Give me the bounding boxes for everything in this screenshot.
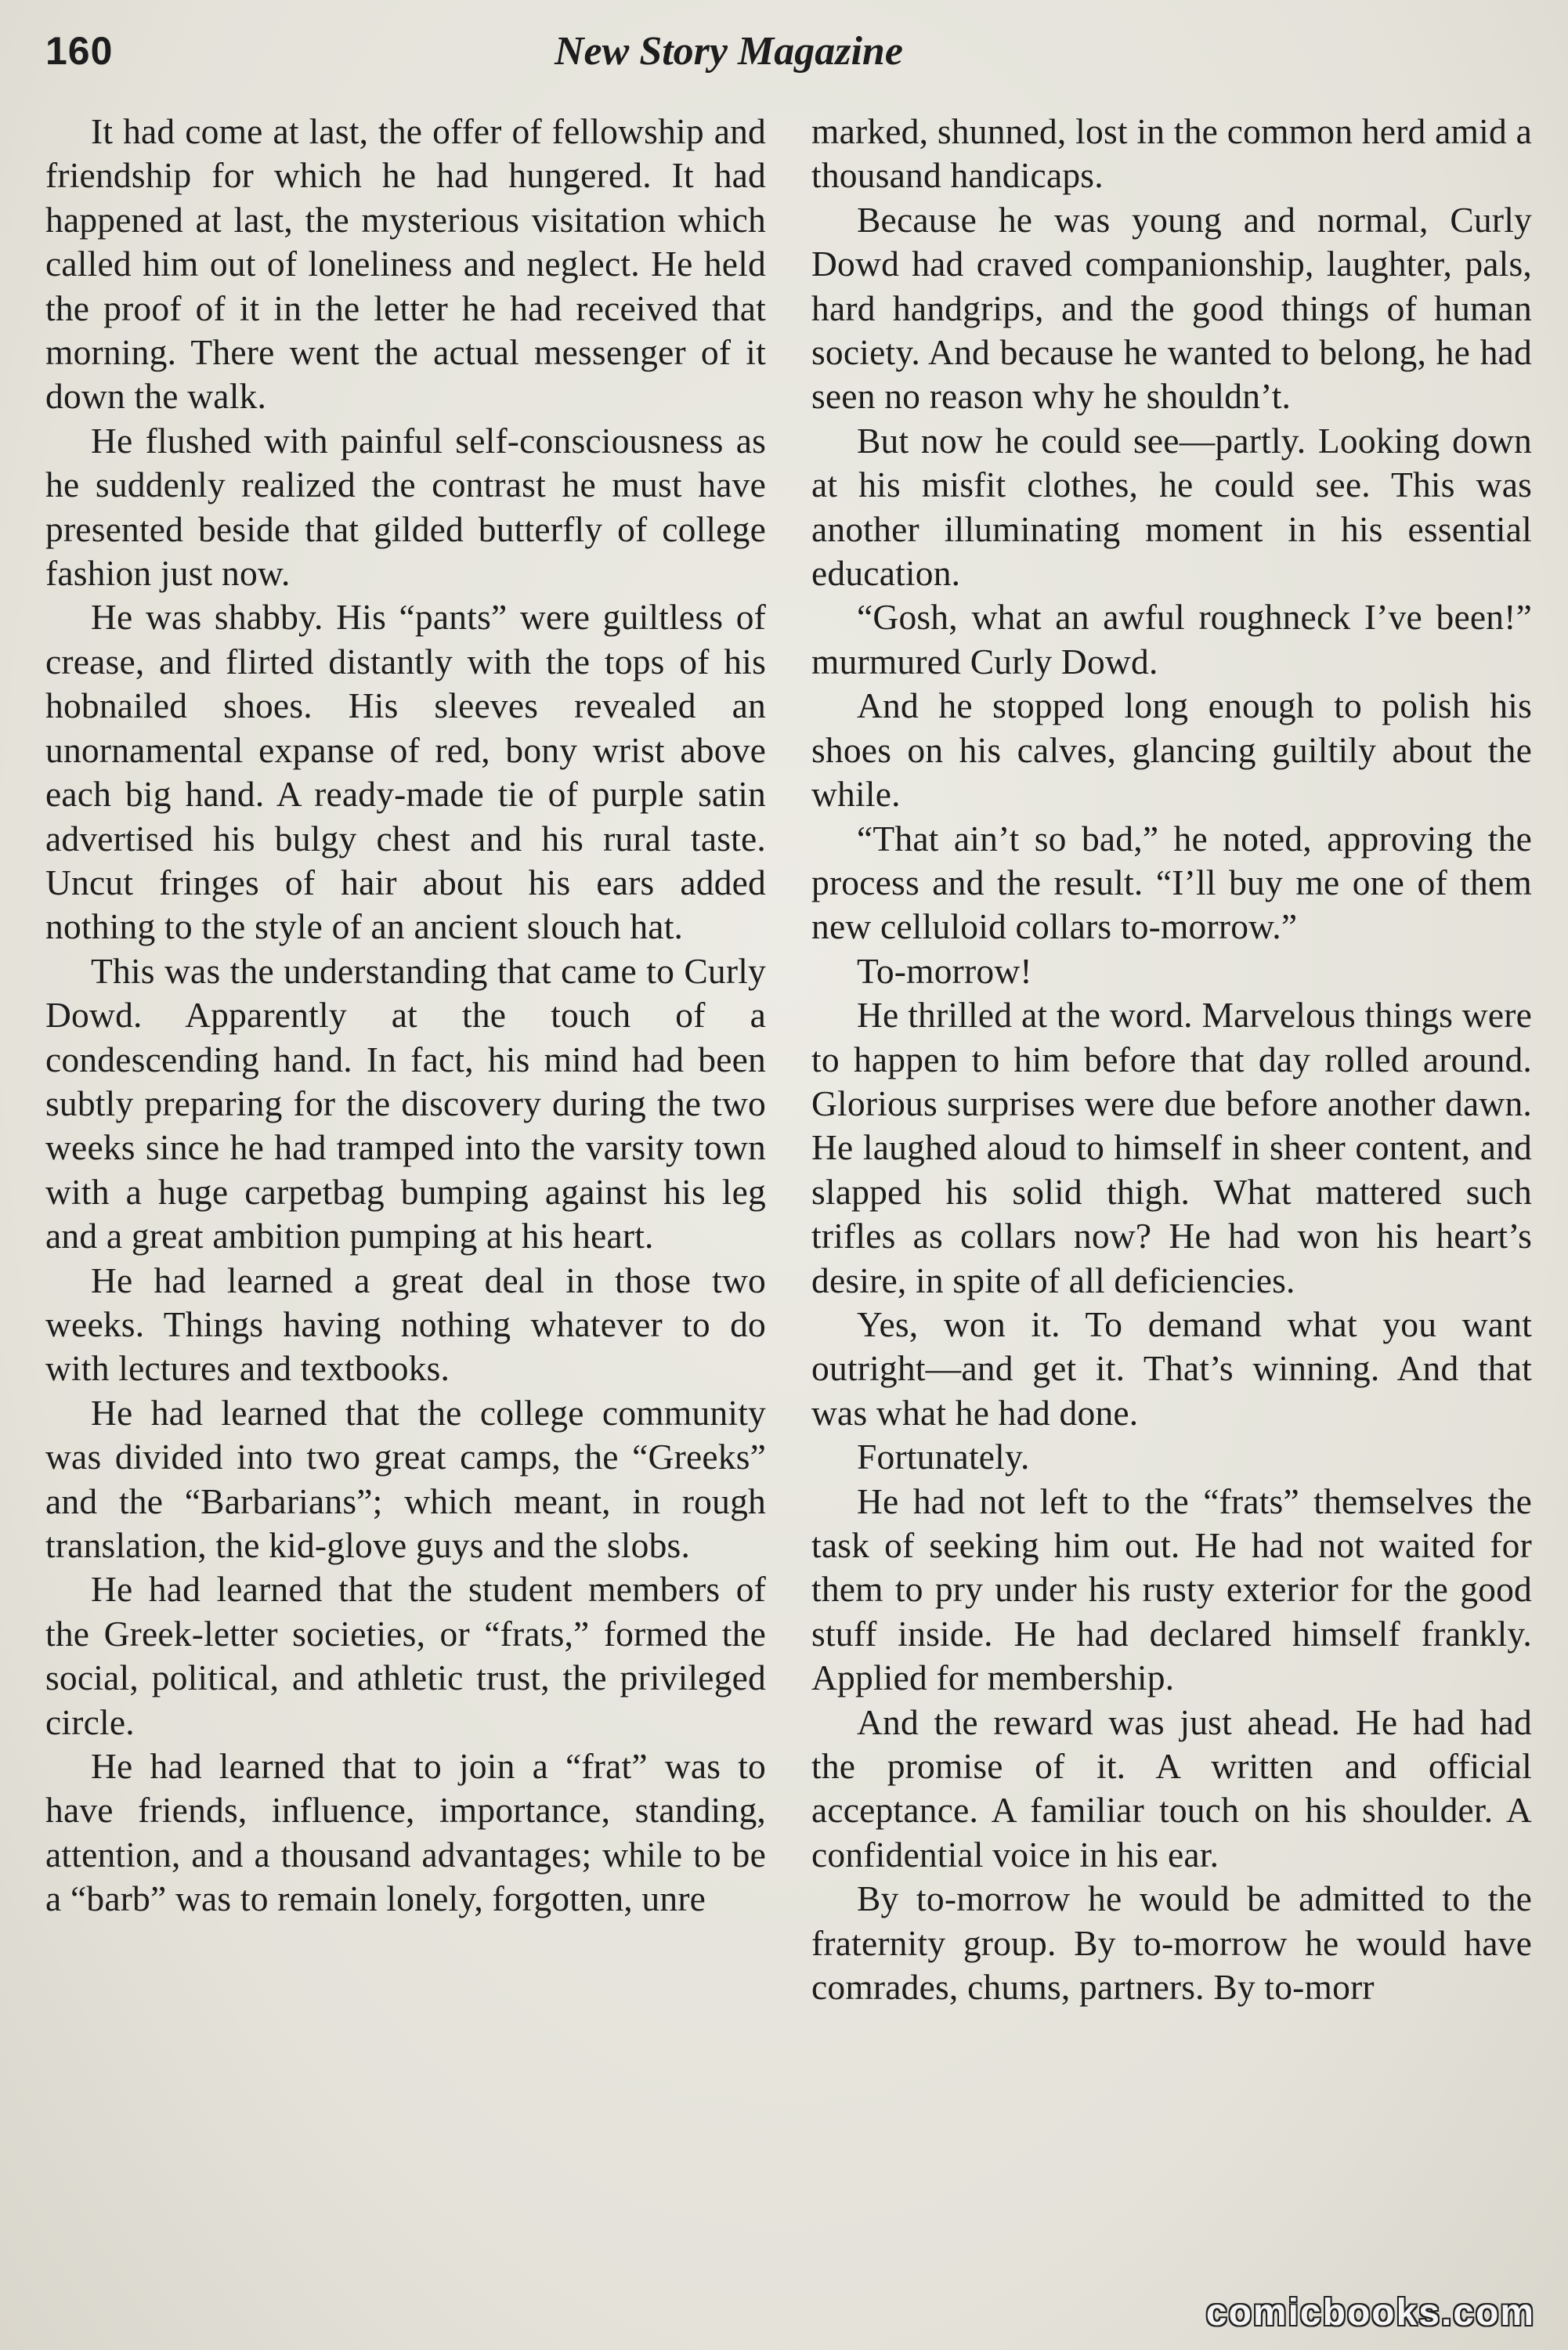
- paragraph: But now he could see—partly. Looking down at his misfit clothes, he could see. This was another illuminating moment in his essential education.: [811, 420, 1532, 594]
- magazine-title: New Story Magazine: [555, 29, 903, 74]
- paragraph: He had learned that the college community was divided into two great camps, the “Greeks” and the “Barbarians”; which meant, in rough translation, the kid-glove guys and the slobs.: [45, 1392, 766, 1565]
- paragraph: This was the understanding that came to Curly Dowd. Apparently at the touch of a condescending hand. In fact, his mind had been subtly preparing for the discovery during the two weeks since he had tramped into the varsity town with a huge carpetbag bumping against his leg and a great ambition pumping at his heart.: [45, 950, 766, 1256]
- paragraph: He was shabby. His “pants” were guiltless of crease, and flirted distantly with the tops of his hobnailed shoes. His sleeves revealed an unornamental expanse of red, bony wrist above each big hand. A ready-made tie of purple satin advertised his bulgy chest and his rural taste. Uncut fringes of hair about his ears added nothing to the style of an ancient slouch hat.: [45, 597, 766, 947]
- paragraph: Because he was young and normal, Curly Dowd had craved companionship, laughter, pals, hard handgrips, and the good things of human society. And because he wanted to belong, he had seen no reason why he shouldn’t.: [811, 199, 1532, 417]
- paragraph: It had come at last, the offer of fellowship and friendship for which he had hungered. It had happened at last, the mysterious visitation which called him out of loneliness and neglect. He held the proof of it in the letter he had received that morning. There went the actual messenger of it down the walk.: [45, 111, 766, 417]
- paragraph: He had learned a great deal in those two weeks. Things having nothing whatever to do with lectures and textbooks.: [45, 1260, 766, 1389]
- paragraph: He flushed with painful self-consciousness as he suddenly realized the contrast he must have presented beside that gilded butterfly of college fashion just now.: [45, 420, 766, 594]
- paragraph: He had learned that the student members of the Greek-letter societies, or “frats,” formed the social, political, and athletic trust, the privileged circle.: [45, 1569, 766, 1742]
- left-text-column: [45, 110, 766, 1922]
- page-header: [45, 24, 1523, 86]
- paragraph: He thrilled at the word. Marvelous things were to happen to him before that day rolled around. Glorious surprises were due before another dawn. He laughed aloud to himself in sheer content, and slapped his solid thigh. What mattered such trifles as collars now? He had won his heart’s desire, in spite of all deficiencies.: [811, 995, 1532, 1300]
- paragraph: Fortunately.: [857, 1437, 1030, 1477]
- paragraph: To-morrow!: [857, 950, 1032, 991]
- page-number: 160: [45, 29, 114, 73]
- paragraph: And he stopped long enough to polish his shoes on his calves, glancing guiltily about the while.: [811, 685, 1532, 815]
- paragraph: And the reward was just ahead. He had had the promise of it. A written and official acceptance. A familiar touch on his shoulder. A confidential voice in his ear.: [811, 1701, 1532, 1875]
- paragraph: He had not left to the “frats” themselves the task of seeking him out. He had not waited for them to pry under his rusty exterior for the good stuff inside. He had declared himself frankly. Applied for membership.: [811, 1480, 1532, 1698]
- paragraph: He had learned that to join a “frat” was to have friends, influence, importance, standing, attention, and a thousand advantages; while to be a “barb” was to remain lonely, forgotten, unre: [45, 1746, 766, 1919]
- site-watermark: comicbooks.com: [1205, 2292, 1535, 2334]
- paragraph: Yes, won it. To demand what you want outright—and get it. That’s winning. And that was what he had done.: [811, 1303, 1532, 1433]
- paragraph: “Gosh, what an awful roughneck I’ve been!” murmured Curly Dowd.: [811, 597, 1532, 682]
- paragraph: By to-morrow he would be admitted to the fraternity group. By to-morrow he would have comrades, chums, partners. By to-morr: [811, 1878, 1532, 2008]
- right-text-column: [811, 110, 1532, 2009]
- paragraph: “That ain’t so bad,” he noted, approving the process and the result. “I’ll buy me one of them new celluloid collars to-morrow.”: [811, 818, 1532, 947]
- paragraph-continuation: marked, shunned, lost in the common herd amid a thousand handicaps.: [811, 111, 1532, 196]
